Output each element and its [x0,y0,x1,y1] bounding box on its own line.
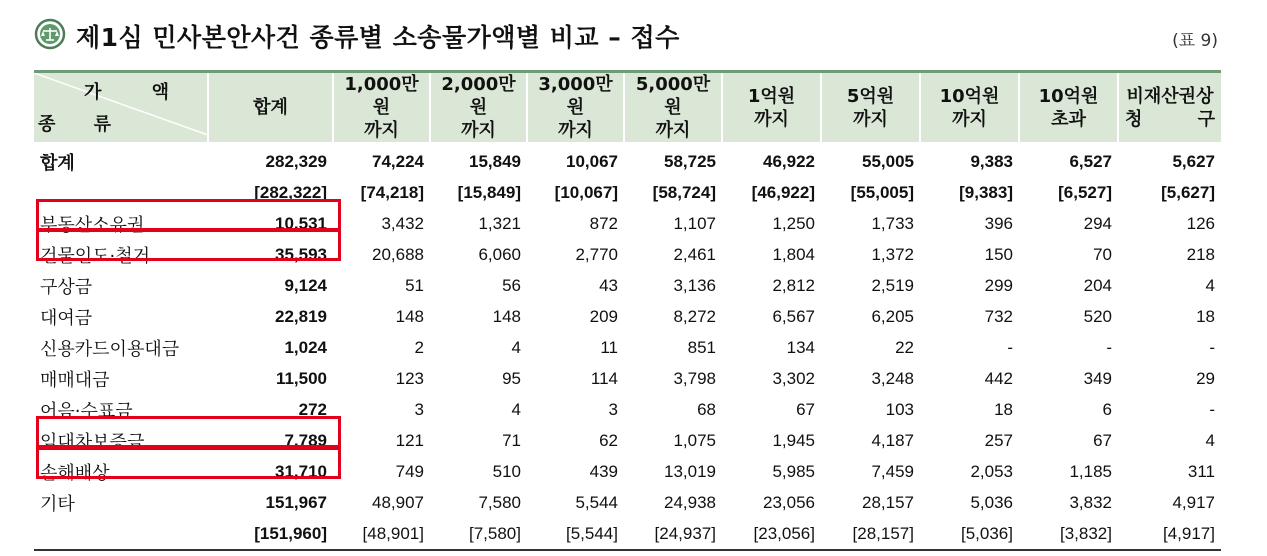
row-value: 257 [984,430,1013,450]
row-value: [46,922] [751,182,815,202]
row-label: 임대차보증금 [40,431,145,453]
row-value: 1,075 [673,430,716,450]
row-value: 1,372 [871,244,914,264]
table-row [34,301,1221,332]
row-value: 56 [502,275,521,295]
row-value: 3 [414,399,424,419]
row-value: [5,544] [566,523,618,543]
row-value: 7,459 [871,461,914,481]
header-col: 1억원 까지 [722,72,821,143]
table-row [34,270,1221,301]
row-value: 349 [1083,368,1112,388]
table-row [34,487,1221,518]
row-value: 1,945 [772,430,815,450]
table-row [34,332,1221,363]
row-value: 5,036 [970,492,1013,512]
row-value: 3,798 [673,368,716,388]
row-value: 4,917 [1172,492,1215,512]
row-value: 18 [994,399,1013,419]
header-col: 5억원 까지 [821,72,920,143]
highlight-box-real-estate [36,199,341,231]
row-total: 7,789 [284,430,327,450]
header-col: 10억원 까지 [920,72,1019,143]
row-value: 520 [1083,306,1112,326]
row-value: [3,832] [1060,523,1112,543]
row-value: 2,812 [772,275,815,295]
row-value: 1,804 [772,244,815,264]
row-value: 851 [687,337,716,357]
row-value: 11 [600,337,618,357]
row-total: 151,967 [265,492,327,512]
row-value: 150 [984,244,1013,264]
row-value: 71 [502,430,521,450]
row-value: [48,901] [362,523,424,543]
row-value: 439 [589,461,618,481]
row-value: 13,019 [664,461,716,481]
row-total: 282,329 [265,151,327,171]
row-value: 2,461 [673,244,716,264]
table-row [34,518,1221,550]
row-value: 67 [796,399,815,419]
row-value: 1,185 [1069,461,1112,481]
row-total: 22,819 [275,306,327,326]
row-value: 4 [511,399,521,419]
row-label: 구상금 [40,276,93,298]
row-value: 2,770 [575,244,618,264]
row-value: 62 [599,430,618,450]
row-value: [28,157] [852,523,914,543]
row-value: 6,527 [1069,151,1112,171]
row-value: 114 [590,368,618,388]
row-value: 43 [599,275,618,295]
header-corner [34,72,208,143]
row-value: 134 [786,337,815,357]
row-value: 732 [984,306,1013,326]
highlight-box-building [36,229,341,261]
row-value: 1,733 [871,213,914,233]
row-label: 건물인도·철거 [40,245,151,267]
row-value: [4,917] [1163,523,1215,543]
row-value: 48,907 [372,492,424,512]
row-total: 31,710 [275,461,327,481]
table-row [34,363,1221,394]
row-value: 28,157 [862,492,914,512]
row-value: 123 [395,368,424,388]
row-label: 부동산소유권 [40,214,145,236]
row-value: 209 [589,306,618,326]
row-value: [24,937] [654,523,716,543]
row-total: [282,322] [254,182,327,202]
row-value: 1,321 [478,213,521,233]
row-value: 3,432 [381,213,424,233]
row-value: 6,205 [871,306,914,326]
header-col: 10억원 초과 [1019,72,1118,143]
row-value: 9,383 [970,151,1013,171]
row-label: 신용카드이용대금 [40,338,180,360]
row-total: 1,024 [284,337,327,357]
row-total: [151,960] [254,523,327,543]
row-value: 872 [589,213,618,233]
row-value: 1,107 [673,213,716,233]
row-value: [5,036] [961,523,1013,543]
row-value: [55,005] [850,182,914,202]
row-value: - [1209,399,1215,419]
row-value: 4 [1205,275,1215,295]
row-value: 3,136 [673,275,716,295]
row-value: [58,724] [652,182,716,202]
row-value: 4,187 [871,430,914,450]
row-total: 9,124 [284,275,327,295]
row-value: 442 [984,368,1013,388]
row-value: [7,580] [469,523,521,543]
row-value: 95 [502,368,521,388]
row-value: 6,060 [478,244,521,264]
highlight-box-damages [36,447,341,479]
row-label: 어음·수표금 [40,400,133,422]
row-value: 148 [395,306,424,326]
table-row [34,142,1221,177]
row-value: 121 [395,430,424,450]
row-value: 70 [1093,244,1112,264]
row-value: [6,527] [1058,182,1112,202]
row-total: 10,531 [275,213,327,233]
row-value: 126 [1186,213,1215,233]
row-value: - [1209,337,1215,357]
row-value: 5,544 [575,492,618,512]
row-value: 3,832 [1069,492,1112,512]
row-value: 204 [1083,275,1112,295]
row-value: [23,056] [753,523,815,543]
row-value: 20,688 [372,244,424,264]
row-label: 기타 [40,493,75,515]
row-value: 74,224 [372,151,424,171]
header-col: 3,000만원 까지 [527,72,624,143]
row-value: 311 [1187,461,1215,481]
row-value: [10,067] [554,182,618,202]
row-value: 3 [608,399,618,419]
row-total: 35,593 [275,244,327,264]
court-scales-icon [34,18,66,50]
row-value: 396 [984,213,1013,233]
row-value: 148 [492,306,521,326]
row-value: 299 [984,275,1013,295]
highlight-box-lease-deposit [36,416,341,448]
row-value: 4 [1205,430,1215,450]
row-value: [9,383] [959,182,1013,202]
row-value: 8,272 [673,306,716,326]
header-col: 1,000만원 까지 [333,72,430,143]
row-value: 15,849 [469,151,521,171]
row-label [34,518,208,550]
page-title: 제1심 민사본안사건 종류별 소송물가액별 비교 – 접수 [76,23,680,52]
row-value: 3,302 [772,368,815,388]
header-row [34,72,1221,143]
row-value: 6 [1102,399,1112,419]
row-value: [74,218] [360,182,424,202]
row-value: 6,567 [772,306,815,326]
row-value: 10,067 [566,151,618,171]
table-number: (표 9) [1172,31,1218,51]
row-value: 68 [697,399,716,419]
row-value: 218 [1186,244,1215,264]
row-value: 7,580 [478,492,521,512]
row-value: [5,627] [1161,182,1215,202]
row-value: 23,056 [763,492,815,512]
row-value: 294 [1083,213,1112,233]
row-total: 272 [298,399,327,419]
row-value: 24,938 [664,492,716,512]
row-value: - [1007,337,1013,357]
row-value: 510 [492,461,521,481]
corner-bottom-label: 종 류 [38,114,128,135]
row-label: 대여금 [40,307,93,329]
row-value: 67 [1093,430,1112,450]
row-value: 55,005 [862,151,914,171]
row-label: 매매대금 [40,369,110,391]
row-value: 58,725 [664,151,716,171]
row-label: 손해배상 [40,462,110,484]
corner-top-label: 가 액 [83,82,191,103]
row-value: 46,922 [763,151,815,171]
row-value: 1,250 [772,213,815,233]
row-value: 18 [1196,306,1215,326]
row-value: 4 [511,337,521,357]
row-value: 749 [395,461,424,481]
title-bar [30,14,1230,58]
header-col: 5,000만원 까지 [624,72,722,143]
row-value: 2,053 [970,461,1013,481]
row-label: 합계 [40,152,75,174]
row-value: 51 [405,275,424,295]
row-value: 22 [895,337,914,357]
row-value: 5,627 [1172,151,1215,171]
row-value: 3,248 [871,368,914,388]
row-value: 5,985 [772,461,815,481]
row-value: 103 [885,399,914,419]
header-total: 합계 [208,72,333,143]
header-col: 2,000만원 까지 [430,72,527,143]
row-total: 11,500 [275,368,327,388]
header-col: 비재산권상 청 구 [1118,72,1221,143]
row-value: 29 [1196,368,1215,388]
row-value: [15,849] [457,182,521,202]
row-value: 2 [414,337,424,357]
row-value: - [1106,337,1112,357]
row-value: 2,519 [871,275,914,295]
